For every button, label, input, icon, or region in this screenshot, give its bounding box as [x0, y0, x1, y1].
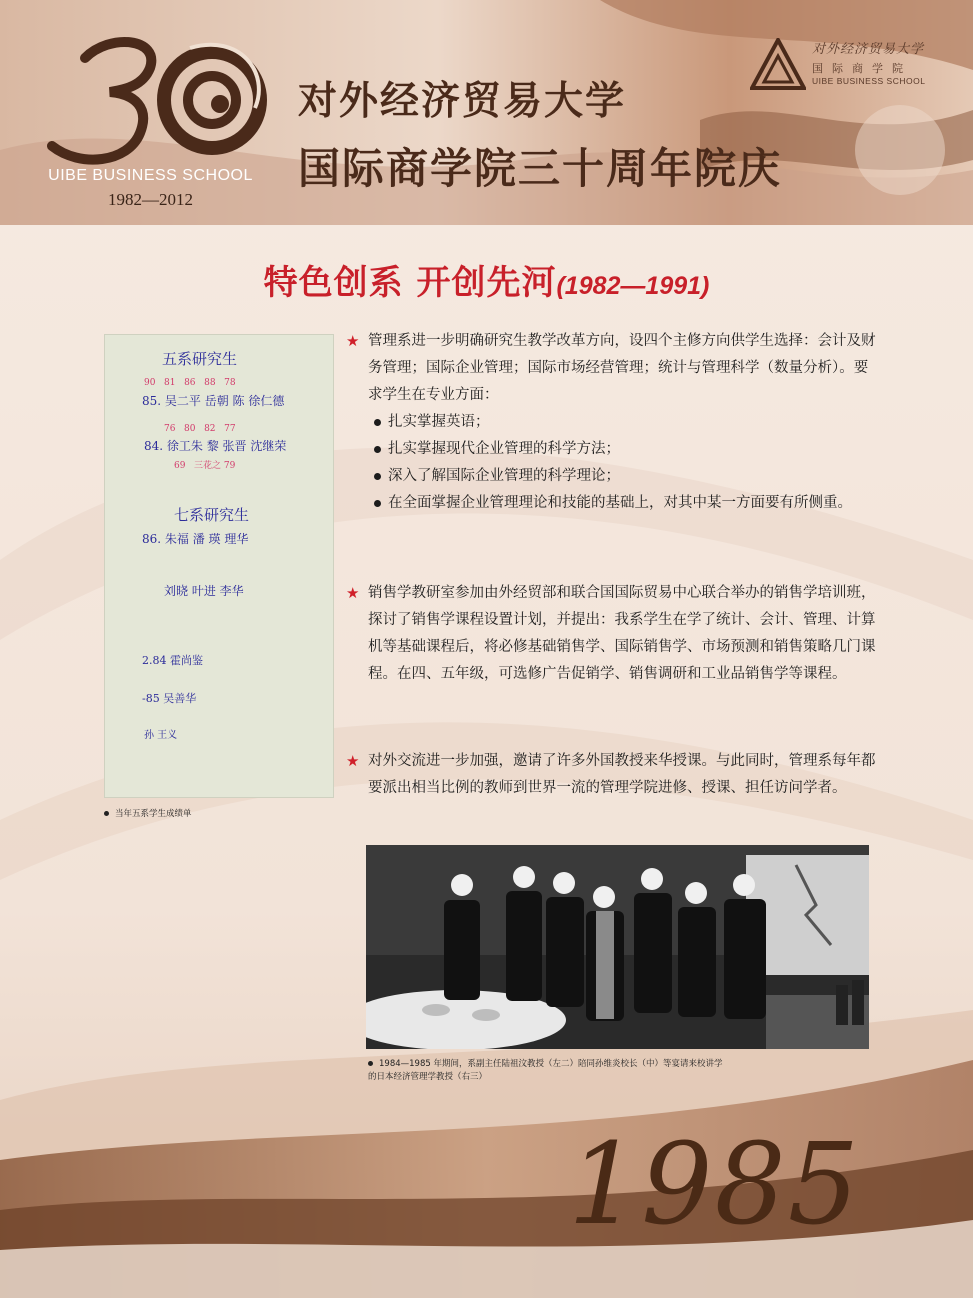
- handwriting-row: -85 吴善华: [142, 692, 197, 705]
- block-text: 管理系进一步明确研究生教学改革方向，设四个主修方向供学生选择：会计及财务管理；国际企业管理；国际市场经营管理；统计与管理科学（数量分析）。要求学生在专业方面：: [368, 333, 876, 403]
- handwriting-row: 85. 吴二平 岳朝 陈 徐仁德: [142, 394, 285, 408]
- school-name-en: UIBE BUSINESS SCHOOL: [48, 167, 253, 184]
- list-item: 扎实掌握英语；: [368, 409, 876, 436]
- bullet-dot-icon: [374, 446, 381, 453]
- section-title-years: (1982—1991): [556, 272, 710, 300]
- grade-sheet-photo: [104, 334, 334, 798]
- handwriting-heading-1: 五系研究生: [162, 350, 238, 368]
- anniversary-years: 1982—2012: [108, 190, 193, 209]
- handwriting-row: 孙 王义: [144, 730, 178, 741]
- bullet-dot-icon: [374, 500, 381, 507]
- section-title: [0, 255, 973, 304]
- handwriting-grades: 76 80 82 77: [164, 424, 236, 434]
- handwriting-row: 刘晓 叶进 李华: [164, 584, 244, 598]
- list-item: 深入了解国际企业管理的科学理论；: [368, 463, 876, 490]
- logo-school-en: UIBE BUSINESS SCHOOL: [812, 76, 926, 86]
- logo-school-cn: 国际商学院: [812, 62, 912, 75]
- grade-sheet-caption: 当年五系学生成绩单: [104, 808, 192, 821]
- block-text: 对外交流进一步加强，邀请了许多外国教授来华授课。与此同时，管理系每年都要派出相当比例的教师到世界一流的管理学院进修、授课、担任访问学者。: [368, 753, 876, 796]
- bullet-dot-icon: [374, 419, 381, 426]
- group-photo-caption: 1984—1985 年期间，系副主任陆祖汶教授（左二）陪同孙维炎校长（中）等宴请来校讲学 的日本经济管理学教授（右三）: [368, 1059, 723, 1082]
- group-photo: [366, 845, 869, 1049]
- star-icon: ★: [346, 584, 360, 602]
- anniversary-30-emblem: [40, 28, 270, 168]
- list-item: 扎实掌握现代企业管理的科学方法；: [368, 436, 876, 463]
- year-1985: 1985: [568, 1120, 862, 1250]
- content-block-exchange: [346, 748, 876, 802]
- logo-calligraphy-text: 对外经济贸易大学: [812, 42, 925, 57]
- handwriting-row: 84. 徐工朱 黎 张晋 沈继荣: [144, 439, 287, 453]
- handwriting-red-note: 69 三花之 79: [174, 461, 236, 471]
- content-block-curriculum: [346, 328, 876, 517]
- block-text: 销售学教研室参加由外经贸部和联合国国际贸易中心联合举办的销售学培训班，探讨了销售学课程设置计划，并提出：我系学生在学了统计、会计、管理、计算机等基础课程后，将必修基础销售学、国际销售学、市场预测和销售策略几门课程。在四、五年级，可选修广告促销学、销售调研和工业品销售学等课程。: [368, 585, 876, 682]
- section-title-text: 特色创系 开创先河: [263, 263, 557, 303]
- star-icon: ★: [346, 332, 360, 350]
- list-item: 在全面掌握企业管理理论和技能的基础上，对其中某一方面要有所侧重。: [368, 490, 876, 517]
- bullet-dot-icon: [374, 473, 381, 480]
- handwriting-row: 2.84 霍尚鉴: [142, 654, 203, 667]
- uibe-logo-icon: [750, 38, 806, 90]
- requirement-list: [368, 409, 876, 517]
- caption-bullet-icon: [104, 811, 109, 816]
- content-block-sales: [346, 580, 876, 688]
- handwriting-grades: 90 81 86 88 78: [144, 378, 236, 388]
- handwriting-heading-2: 七系研究生: [174, 506, 250, 524]
- star-icon: ★: [346, 752, 360, 770]
- caption-bullet-icon: [368, 1061, 373, 1066]
- handwriting-row: 86. 朱福 潘 瑛 理华: [142, 532, 249, 546]
- title-university: 对外经济贸易大学: [298, 78, 627, 124]
- title-anniversary: 国际商学院三十周年院庆: [298, 144, 783, 193]
